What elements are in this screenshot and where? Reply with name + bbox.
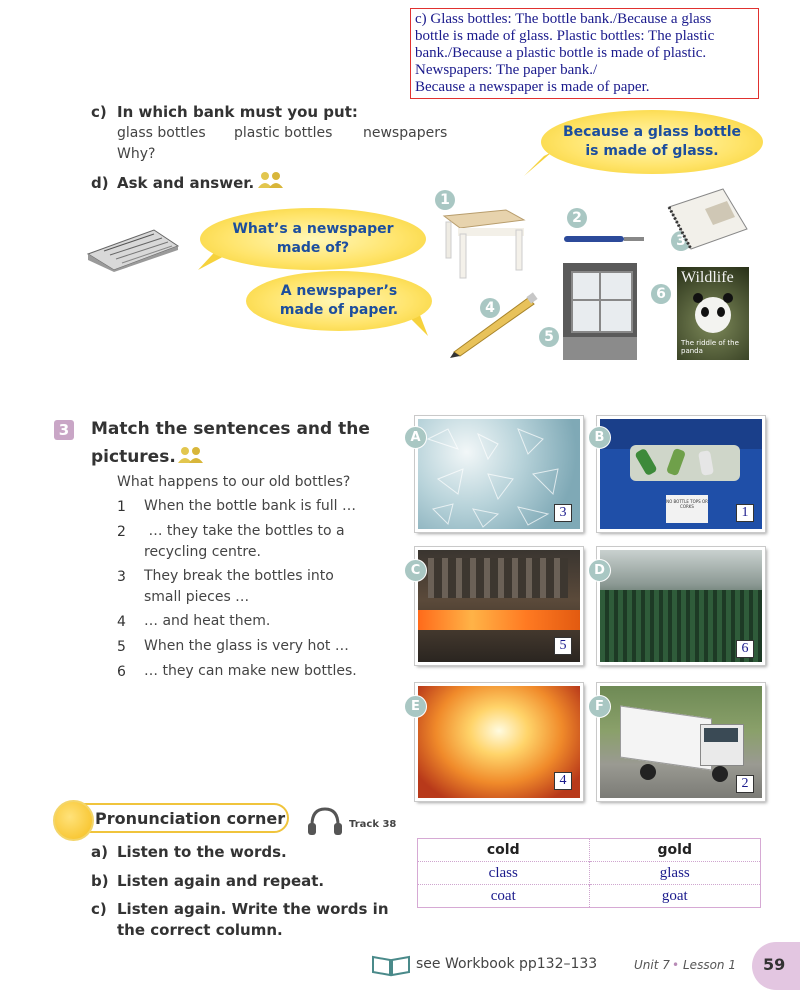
sentence-number: 1 [117,499,126,515]
part-c-label: c) [91,103,107,121]
part-d-title: Ask and answer. [117,174,255,192]
sentence-text: They break the bottles into [144,568,334,584]
part-c-why: Why? [117,146,156,162]
photo-letter-e: E [404,695,427,718]
column-header-gold: gold [589,839,760,862]
table-cell: coat [418,885,589,908]
magazine-caption: The riddle of the panda [681,339,739,355]
sentence-number: 5 [117,639,126,655]
pron-c-text: Listen again. Write the words in [117,900,389,918]
footer-separator: • [672,958,680,972]
table-cell: class [418,862,589,885]
object-number-3: 3 [671,231,691,251]
object-number-4: 4 [480,298,500,318]
bin-sign: NO BOTTLE TOPS OR CORKS [666,495,708,523]
speech-bubble-text: A newspaper’s made of paper. [279,283,399,318]
sentence-text: … they can make new bottles. [144,663,357,679]
sentence-number: 6 [117,664,126,680]
exercise-intro: What happens to our old bottles? [117,474,351,490]
answer-line: Newspapers: The paper bank./ [415,62,598,78]
answer-tag: 2 [736,775,754,793]
pronunciation-title: Pronunciation corner [95,809,286,828]
sentence-text: … they take the bottles to a [144,523,345,539]
headphones-icon[interactable] [306,805,344,837]
sentence-number: 2 [117,524,126,540]
answer-line: bank./Because a plastic bottle is made of plastic. [415,45,707,61]
photo-a-crushed-glass [415,416,583,532]
answer-line: bottle is made of glass. Plastic bottles: The plastic [415,28,715,44]
pron-a-text: Listen to the words. [117,843,287,861]
speech-bubble-question [200,208,426,270]
exercise-number-badge: 3 [54,420,74,440]
page-number: 59 [763,955,786,974]
workbook-reference[interactable]: see Workbook pp132–133 [416,956,598,972]
pair-work-icon [256,170,286,190]
photo-letter-b: B [588,426,611,449]
speech-bubble-answer-d [246,271,432,331]
sentence-number: 3 [117,569,126,585]
object-number-2: 2 [567,208,587,228]
object-number-1: 1 [435,190,455,210]
sentence-number: 4 [117,614,126,630]
pron-b-label: b) [91,872,109,890]
answer-tag: 5 [554,637,572,655]
lesson-label: Lesson 1 [683,958,736,972]
answer-line: c) Glass bottles: The bottle bank./Because a glass [415,11,712,27]
part-c-item-plastic: plastic bottles [234,125,333,141]
photo-f-truck [597,683,765,801]
sentence-text: recycling centre. [144,544,261,560]
newspaper-image [84,224,182,272]
magazine-title: Wildlife [681,269,734,286]
table-cell: glass [589,862,760,885]
photo-letter-c: C [404,559,427,582]
sentence-text: When the bottle bank is full … [144,498,357,514]
photo-letter-a: A [404,426,427,449]
word-table [418,839,760,907]
sentence-text: … and heat them. [144,613,271,629]
unit-label: Unit 7 [634,958,670,972]
speech-bubble-text: Because a glass bottle is made of glass. [562,124,742,159]
pen-image [560,232,648,246]
workbook-book-icon [371,953,411,977]
column-header-cold: cold [486,842,520,858]
answer-note-box [410,8,759,99]
table-cell: goat [589,885,760,908]
table-header-row [418,839,760,862]
photo-letter-d: D [588,559,611,582]
part-d-label: d) [91,174,109,192]
pronunciation-circle-icon [53,800,94,841]
photo-b-bottle-bank [597,416,765,532]
magazine-image [677,267,749,360]
answer-tag: 1 [736,504,754,522]
sentence-text: small pieces … [144,589,250,605]
pron-c-text-line2: the correct column. [117,921,283,939]
photo-c-factory [415,547,583,665]
speech-bubble-answer-c [541,110,763,174]
notebook-image [665,187,751,251]
object-number-6: 6 [651,284,671,304]
part-c-question: In which bank must you put: [117,103,358,121]
pron-c-label: c) [91,900,107,918]
photo-e-fire [415,683,583,801]
table-row [418,885,760,908]
part-c-item-glass: glass bottles [117,125,206,141]
object-number-5: 5 [539,327,559,347]
pencil-image [448,292,538,358]
exercise-title-line2: pictures. [91,447,176,467]
wooden-table-image [438,208,528,280]
sentence-text: When the glass is very hot … [144,638,349,654]
window-image [563,263,637,360]
photo-d-new-bottles [597,547,765,665]
table-row [418,862,760,885]
answer-tag: 3 [554,504,572,522]
track-label: Track 38 [349,819,397,830]
pron-a-label: a) [91,843,108,861]
pair-work-icon [176,445,206,465]
part-c-item-newspapers: newspapers [363,125,448,141]
exercise-title: Match the sentences and the [91,419,370,439]
pron-b-text: Listen again and repeat. [117,872,325,890]
answer-tag: 4 [554,772,572,790]
answer-tag: 6 [736,640,754,658]
photo-letter-f: F [588,695,611,718]
word-table-frame [417,838,761,908]
speech-bubble-text: What’s a newspaper made of? [232,221,394,256]
answer-line: Because a newspaper is made of paper. [415,79,650,95]
